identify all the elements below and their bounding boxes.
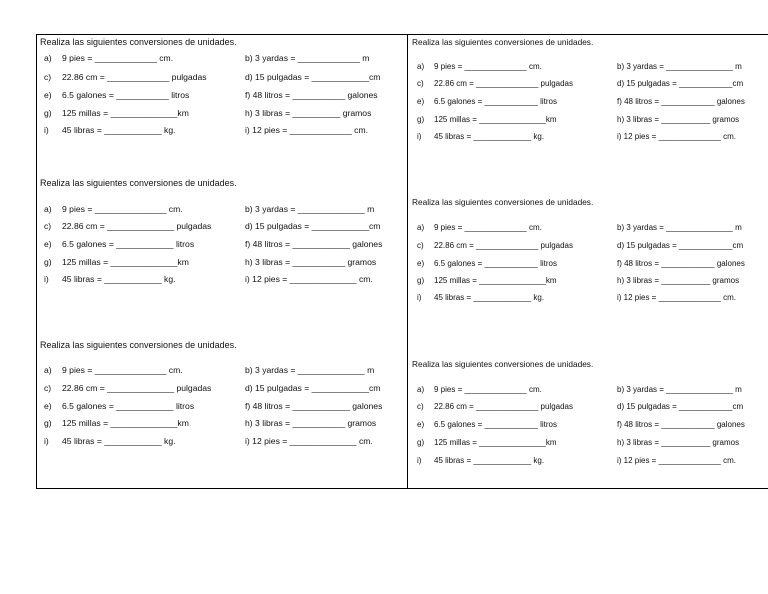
item-letter: a) [44,53,52,63]
item-letter: c) [417,402,424,411]
exercise-block [412,197,762,317]
item-letter: c) [44,221,52,231]
item-text: 22.86 cm = ______________ pulgadas [62,383,212,393]
item-text: 9 pies = _______________ cm. [62,204,183,214]
item-letter: g) [44,257,52,267]
exercise-block [40,178,390,298]
item-text: 9 pies = ______________ cm. [434,385,542,394]
item-text: 9 pies = _______________ cm. [62,365,183,375]
item-text: 45 libras = _____________ kg. [434,132,545,141]
item-text: 6.5 galones = ____________ litros [434,420,557,429]
item-text: i) 12 pies = ______________ cm. [617,132,736,141]
exercise-block [40,340,390,460]
item-letter: c) [44,383,52,393]
item-letter: g) [417,115,425,124]
item-text: i) 12 pies = ______________ cm. [617,293,736,302]
item-letter: i) [417,132,422,141]
item-text: b) 3 yardas = ______________ m [245,365,375,375]
item-text: f) 48 litros = ____________ galones [617,259,745,268]
item-text: d) 15 pulgadas = ____________cm [245,383,381,393]
item-text: 9 pies = _____________ cm. [62,53,174,63]
item-text: 6.5 galones = ____________ litros [62,239,195,249]
item-text: i) 12 pies = ______________ cm. [245,274,373,284]
item-letter: e) [417,420,425,429]
item-text: h) 3 libras = ___________ gramos [617,115,740,124]
item-letter: c) [417,79,424,88]
item-text: f) 48 litros = ____________ galones [617,420,745,429]
item-text: f) 48 litros = ____________ galones [245,401,383,411]
item-text: h) 3 libras = ___________ gramos [245,257,377,267]
item-text: 6.5 galones = ____________ litros [62,401,195,411]
item-letter: e) [417,97,425,106]
item-text: 6.5 galones = ___________ litros [62,90,190,100]
item-text: f) 48 litros = ___________ galones [245,90,378,100]
item-text: 9 pies = ______________ cm. [434,62,542,71]
item-letter: a) [44,204,52,214]
exercise-block [40,37,390,157]
exercise-title: Realiza las siguientes conversiones de unidades. [412,197,594,207]
item-text: 9 pies = ______________ cm. [434,223,542,232]
item-text: 22.86 cm = _____________ pulgadas [62,72,207,82]
item-text: 45 libras = ____________ kg. [62,274,176,284]
item-text: b) 3 yardas = _____________ m [245,53,370,63]
item-text: h) 3 libras = __________ gramos [245,108,372,118]
exercise-title: Realiza las siguientes conversiones de unidades. [40,178,237,188]
item-text: b) 3 yardas = _______________ m [617,385,742,394]
item-text: 125 millas = _______________km [434,438,557,447]
item-text: 125 millas = ______________km [62,108,189,118]
item-letter: c) [44,72,52,82]
item-text: h) 3 libras = ___________ gramos [617,438,740,447]
item-text: 22.86 cm = ______________ pulgadas [62,221,212,231]
item-letter: g) [417,276,425,285]
item-text: 22.86 cm = ______________ pulgadas [434,402,574,411]
item-text: f) 48 litros = ____________ galones [617,97,745,106]
item-text: b) 3 yardas = _______________ m [617,223,742,232]
exercise-title: Realiza las siguientes conversiones de unidades. [40,340,237,350]
item-letter: e) [417,259,425,268]
item-text: i) 12 pies = _____________ cm. [245,125,369,135]
item-text: h) 3 libras = ___________ gramos [245,418,377,428]
item-letter: a) [417,62,425,71]
item-letter: a) [44,365,52,375]
item-text: h) 3 libras = ___________ gramos [617,276,740,285]
item-text: b) 3 yardas = _______________ m [617,62,742,71]
exercise-title: Realiza las siguientes conversiones de unidades. [412,37,594,47]
item-letter: a) [417,223,425,232]
item-text: d) 15 pulgadas = ____________cm [245,221,381,231]
exercise-block [412,37,762,157]
item-letter: i) [44,125,49,135]
item-text: i) 12 pies = ______________ cm. [245,436,373,446]
item-letter: i) [417,293,422,302]
exercise-title: Realiza las siguientes conversiones de unidades. [40,37,237,47]
item-text: d) 15 pulgadas = ____________cm [245,72,381,82]
item-letter: e) [44,90,52,100]
item-text: 125 millas = ______________km [62,257,189,267]
item-letter: a) [417,385,425,394]
item-letter: e) [44,239,52,249]
item-text: b) 3 yardas = ______________ m [245,204,375,214]
item-text: f) 48 litros = ____________ galones [245,239,383,249]
item-letter: g) [44,418,52,428]
item-text: 22.86 cm = ______________ pulgadas [434,79,574,88]
item-text: 22.86 cm = ______________ pulgadas [434,241,574,250]
item-letter: c) [417,241,424,250]
item-text: 45 libras = ____________ kg. [62,436,176,446]
item-text: d) 15 pulgadas = ____________cm [617,402,744,411]
exercise-block [412,359,762,479]
item-text: 125 millas = _______________km [434,276,557,285]
item-text: 6.5 galones = ____________ litros [434,259,557,268]
item-text: 125 millas = ______________km [62,418,189,428]
item-text: 6.5 galones = ____________ litros [434,97,557,106]
item-letter: g) [417,438,425,447]
column-divider [407,34,408,489]
item-text: 125 millas = _______________km [434,115,557,124]
item-letter: e) [44,401,52,411]
item-text: i) 12 pies = ______________ cm. [617,456,736,465]
item-letter: i) [44,436,49,446]
item-text: d) 15 pulgadas = ____________cm [617,241,744,250]
item-text: 45 libras = _____________ kg. [434,293,545,302]
item-text: 45 libras = ____________ kg. [62,125,176,135]
item-letter: g) [44,108,52,118]
item-letter: i) [417,456,422,465]
item-text: 45 libras = _____________ kg. [434,456,545,465]
exercise-title: Realiza las siguientes conversiones de unidades. [412,359,594,369]
item-text: d) 15 pulgadas = ____________cm [617,79,744,88]
item-letter: i) [44,274,49,284]
